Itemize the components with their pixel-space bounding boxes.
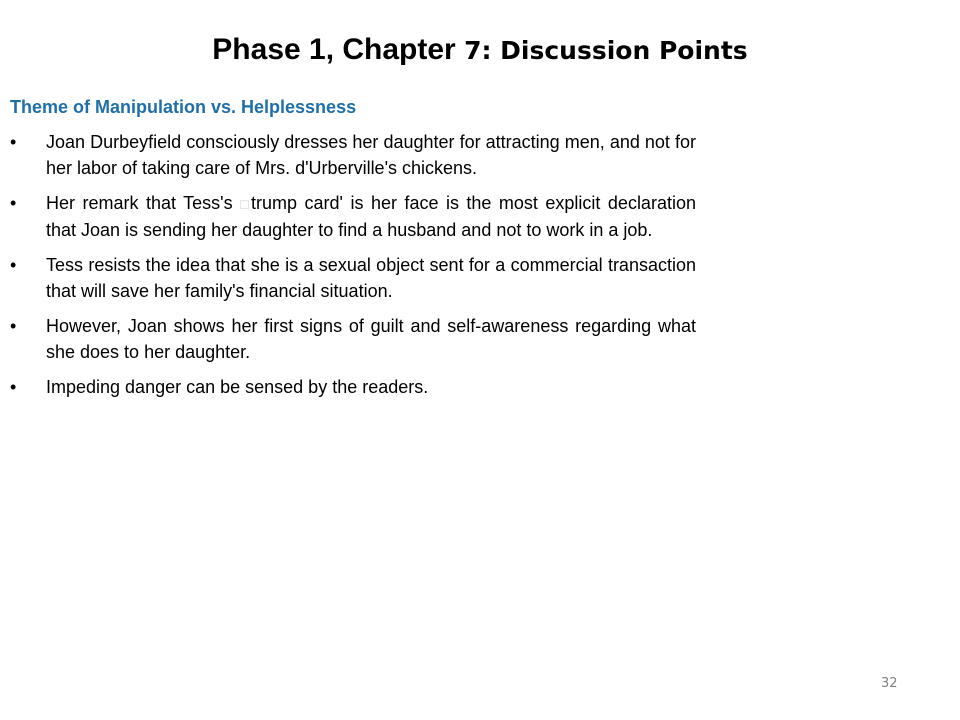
page-number: 32	[881, 676, 898, 691]
bullet-icon: •	[10, 377, 17, 397]
bullet-icon: •	[10, 255, 17, 275]
list-item	[10, 129, 696, 181]
list-item	[10, 190, 696, 243]
list-item-text: Joan Durbeyfield consciously dresses her daughter for attracting men, and not for her labor of taking care of Mrs. d'Urberville's chickens.	[46, 132, 696, 178]
title-text-part-1: Phase 1, Chapter	[212, 33, 465, 66]
bullet-icon: •	[10, 316, 17, 336]
title-text-part-2: 7: Discussion Points	[464, 36, 748, 65]
missing-glyph-icon: □	[240, 196, 252, 212]
list-item-text: Impeding danger can be sensed by the readers.	[46, 377, 429, 397]
bullet-icon: •	[10, 132, 17, 152]
list-item-text-after: trump card' is her face is the most explicit declaration that Joan is sending her daughter to find a husband and not to work in a job.	[46, 193, 696, 240]
list-item	[10, 313, 696, 365]
discussion-points-list	[10, 129, 696, 409]
page-title	[0, 30, 960, 71]
list-item-text: Tess resists the idea that she is a sexual object sent for a commercial transaction that will save her family's financial situation.	[46, 255, 696, 301]
list-item	[10, 252, 696, 304]
list-item	[10, 374, 696, 400]
bullet-icon: •	[10, 193, 17, 213]
list-item-text	[46, 190, 696, 243]
list-item-text: However, Joan shows her first signs of guilt and self-awareness regarding what she does to her daughter.	[46, 316, 696, 362]
list-item-text-before: Her remark that Tess's	[46, 193, 241, 213]
section-heading: Theme of Manipulation vs. Helplessness	[10, 97, 357, 117]
